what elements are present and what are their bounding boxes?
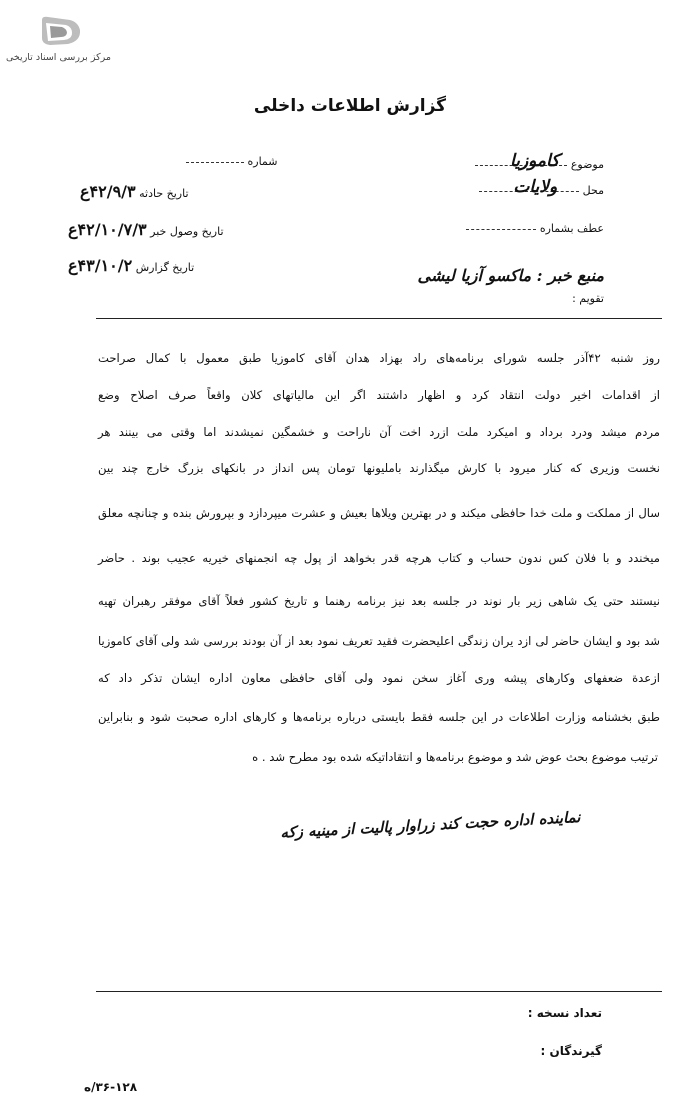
received-date-value: ۴۲/۱۰/۷/۳ع — [68, 220, 147, 239]
body-line: شد بود و ایشان حاضر لی ازد یران زندگی اعلیحضرت فقید تعریف نمود بعد از آن بودند بررسی شد ولی آقای کاموزیا — [98, 634, 660, 648]
received-date-label: تاریخ وصول خبر — [150, 225, 224, 238]
body-line: مردم میشد ودرد برداد و امیکرد ملت ازرد اخت آن ناراحت و خشمگین نمیشدند اما وقتی می بینند هر — [98, 425, 660, 439]
report-date-value: ۴۳/۱۰/۲ع — [68, 256, 133, 275]
recipients-field — [541, 1044, 602, 1058]
subject-label: موضوع — [570, 158, 604, 171]
body-line: ترتیب موضوع بحث عوض شد و موضوع برنامه‌ها و انتقاداتیکه شده بود مطرح شد . ه — [252, 750, 658, 764]
calendar-field — [572, 292, 604, 305]
number-field — [186, 155, 278, 168]
location-label: محل — [582, 184, 604, 197]
subject-field — [475, 150, 604, 171]
document-code: ۳۶-۱۲۸/ه — [84, 1080, 138, 1094]
location-field — [479, 176, 604, 197]
event-date-value: ۴۲/۹/۳ع — [80, 182, 136, 201]
body-line: سال از مملکت و ملت خدا حافظی میکند و در بهترین ویلاها بعیش و عشرت میپردازد و بپرورش بنده و چنانچه معلق — [98, 506, 660, 520]
event-date-label: تاریخ حادثه — [139, 187, 189, 200]
footer-divider — [96, 991, 662, 992]
body-line: نخست وزیری که کنار میرود با کارش میگذارند باملیونها تومان پس انداز در بانکهای بزرگ خارج چند بین — [98, 461, 660, 475]
body-line: نیستند حتی یک شاهی زیر بار نوند در جلسه بعد نیز برنامه رهنما و تاریخ کشور فعلاً آقای موفقر رهبران تهیه — [98, 594, 660, 608]
event-date-field — [80, 182, 189, 201]
body-line: طبق بخشنامه وزارت اطلاعات در این جلسه فقط بایستی درباره برنامه‌ها و کارهای اداره صحبت شود و بنابراین — [98, 710, 660, 724]
logo-caption: مرکز بررسی اسناد تاریخی — [6, 52, 111, 63]
calendar-label: تقویم : — [572, 292, 604, 305]
source-field — [418, 266, 604, 285]
body-line: میخندد و با فلان کس ندون حساب و کتاب هرچه قدر بخواهد از پول چه انجمنهای خیریه عجیب بوند . حاضر — [98, 551, 660, 565]
report-date-label: تاریخ گزارش — [135, 261, 195, 274]
received-date-field — [68, 220, 224, 239]
subject-value: کاموزیا — [510, 150, 560, 171]
recipients-label: گیرندگان : — [540, 1044, 602, 1058]
copies-label: تعداد نسخه : — [527, 1006, 602, 1020]
page-title: گزارش اطلاعات داخلی — [253, 96, 447, 116]
header-divider — [96, 318, 662, 319]
number-label: شماره — [247, 155, 278, 168]
source-text: منبع خبر : ماکسو آزیا لیشی — [417, 266, 604, 285]
report-date-field — [68, 256, 194, 275]
body-line: ازعدة ضعفهای وکارهای پیشه وری آغاز سخن نمود ولی آقای حافظی معاون اداره ایشان تذکر داد که — [98, 671, 660, 685]
body-line: از اقدامات اخیر دولت انتقاد کرد و اظهار داشتند اگر این مالیاتهای کلان واقعاً صرف اصلاح وضع — [98, 388, 660, 402]
body-line: روز شنبه ۴۲آذر جلسه شورای برنامه‌های راد بهزاد هدان آقای کاموزیا طبق معمول با کمال صراحت — [98, 351, 660, 365]
reference-field — [466, 222, 604, 235]
location-value: ولایات — [513, 176, 558, 197]
handwritten-signature: نماینده اداره حجت کند زراوار پالیت از مینیه زکه — [279, 808, 581, 842]
copies-field — [528, 1006, 602, 1020]
reference-label: عطف بشماره — [539, 222, 604, 235]
archive-logo — [36, 14, 86, 48]
logo-emblem-icon — [36, 14, 86, 48]
